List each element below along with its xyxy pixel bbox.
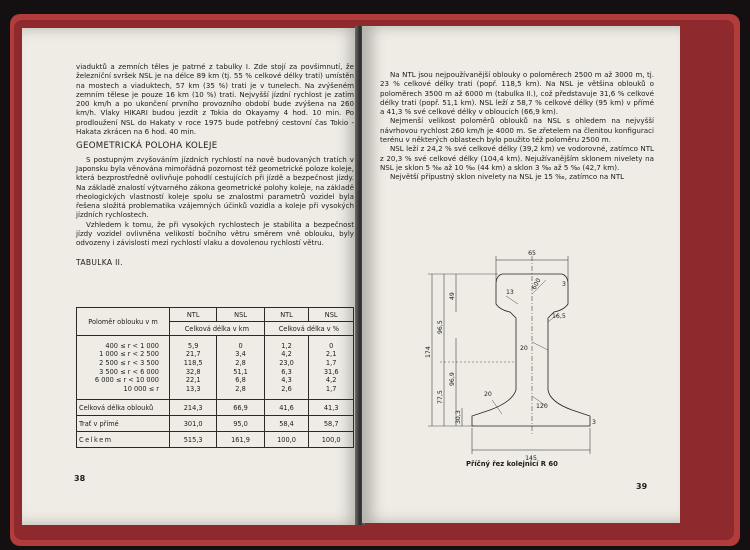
straight-label: Trať v přímé [77, 416, 170, 432]
range-2: 1 000 ≤ r < 2 500 [99, 350, 159, 359]
dim-bottom: 145 [525, 455, 537, 462]
web-width: 20 [520, 345, 528, 352]
left-page [22, 28, 360, 525]
rail-cross-section-figure [422, 238, 672, 478]
curve-radius-table [76, 307, 354, 448]
col-nsl-pct-header: NSL [309, 308, 354, 322]
radius-foot: 120 [536, 403, 548, 410]
table-caption: TABULKA II. [76, 257, 123, 267]
dim-lower: 77,5 [437, 390, 444, 404]
right-text-block [380, 70, 654, 182]
total-label: Celkem [77, 432, 170, 448]
right-page [362, 26, 680, 523]
right-page-number: 39 [636, 482, 648, 491]
table-row: Trať v přímé 301,0 95,0 58,4 58,7 [77, 416, 354, 432]
radius-ranges-cell [77, 336, 170, 400]
left-page-number: 38 [74, 474, 86, 483]
range-5: 6 000 ≤ r < 10 000 [94, 376, 159, 385]
radius-web: 16,5 [552, 313, 566, 320]
figure-caption: Příčný řez kolejnicí R 60 [466, 460, 558, 468]
col-nsl-km-header: NSL [217, 308, 264, 322]
radius-13: 13 [506, 289, 514, 296]
section-heading: GEOMETRICKÁ POLOHA KOLEJE [76, 141, 218, 152]
curves-label: Celková délka oblouků [77, 400, 170, 416]
range-6: 10 000 ≤ r [123, 384, 159, 393]
nsl-pct-cell: 0 2,1 1,7 31,6 4,2 1,7 [309, 336, 354, 400]
range-3: 2 500 ≤ r < 3 500 [99, 358, 159, 367]
dim-base: 30,3 [455, 410, 462, 424]
col-ntl-km-header: NTL [170, 308, 217, 322]
radius-head: 600 [530, 277, 543, 291]
col-radius-header: Poloměr oblouku v m [77, 308, 170, 336]
col-ntl-pct-header: NTL [264, 308, 309, 322]
dim-top: 65 [528, 250, 536, 257]
foot-end: 3 [592, 419, 596, 426]
rail-profile [472, 274, 590, 426]
right-paragraph-4: Největší přípustný sklon nivelety na NSL je 15 ‰, zatímco na NTL [390, 172, 625, 182]
length-km-header: Celková délka v km [170, 322, 265, 336]
ntl-km-cell: 5,9 21,7 118,5 32,8 22,1 13,3 [170, 336, 217, 400]
dim-head: 49 [449, 292, 456, 300]
dim-upper: 96,5 [437, 320, 444, 334]
right-paragraph-3: NSL leží z 24,2 % své celkové délky (39,2 km) ve vodorovné, zatímco NTL z 20,3 % své celkové délky (104,4 km). Nejužívanějším sklonem nivelety na NSL je sklon 5 ‰ až 10 ‰ (44 km) a sklon 3 ‰ až 5 ‰ (42,7 km). [380, 144, 654, 172]
range-4: 3 500 ≤ r < 6 000 [99, 367, 159, 376]
radius-head-side: 3 [562, 281, 566, 288]
left-paragraph-3: Vzhledem k tomu, že při vysokých rychlostech je stabilita a bezpečnost jízdy vozidel ovlivněna velikostí bočního větru směrem vně oblouku, byly odvozeny i závislosti mezi rychlostí vlaku a dovolenou rychlostí větru. [76, 219, 354, 248]
right-paragraph-1: Na NTL jsou nejpoužívanější oblouky o poloměrech 2500 m až 3000 m, tj. 23 % celkové délky trati (popř. 118,5 km). Na NSL je většina oblouků o poloměrech 3500 m až 6000 m (tabulka II.), což představuje 31,6 % celkové délky trati (popř. 51,1 km). NSL leží z 58,7 % celkové délky (95 km) v přímé a 41,3 % své celkové délky v obloucích (66,9 km). [380, 70, 654, 117]
left-paragraph-1: viaduktů a zemních těles je patrné z tabulky I. Zde stojí za povšimnutí, že železniční svršek NSL je na délce 89 km (tj. 55 % celkové délky trati) umístěn na mostech a viaduktech, 57 km (35 %) trati je v tunelech. Na zvýšeném zemním tělese je pouze 16 km (10 %) trati. Nejvyšší jízdní rychlost je zatím 200 km/h a po ukončení prvního provozního období bude zvýšena na 260 km/h. Vlaky HIKARI budou jezdit z Tokia do Okayamy 4 hod. 10 min. Po prodloužení NSL do Hakaty v roce 1975 bude potřebný cestovní čas Tokio - Hakata zkrácen na 6 hod. 40 min. [76, 62, 354, 137]
right-paragraph-2: Nejmenší velikost poloměrů oblouků na NSL s ohledem na nejvyšší návrhovou rychlost 260 km/h je 4000 m. Se zřetelem na členitou konfiguraci terénu v některých oblastech bylo použito též poloměru 2500 m. [380, 116, 654, 145]
nsl-km-cell: 0 3,4 2,8 51,1 6,8 2,8 [217, 336, 264, 400]
dim-total: 174 [425, 346, 432, 358]
radius-foot-2: 20 [484, 391, 492, 398]
table-row: Celková délka oblouků 214,3 66,9 41,6 41,3 [77, 400, 354, 416]
length-pct-header: Celková délka v % [264, 322, 353, 336]
ntl-pct-cell: 1,2 4,2 23,0 6,3 4,3 2,6 [264, 336, 309, 400]
dim-mid: 96,9 [449, 372, 456, 386]
left-text-block [76, 62, 354, 267]
table-row: Celkem 515,3 161,9 100,0 100,0 [77, 432, 354, 448]
range-1: 400 ≤ r < 1 000 [105, 341, 159, 350]
left-paragraph-2: S postupným zvyšováním jízdních rychlostí na nově budovaných tratích v Japonsku byla věnována mimořádná pozornost též geometrické poloze koleje, která bezprostředně ovlivňuje pohodlí cestujících při jízdě a bezpečnost jízdy. Na základě znalostí výtvarného zákona geometrické polohy koleje, na základě rheologických vlastností koleje spolu se znalostmi parametrů vozidel byla řešena složitá problematika vzájemných účinků vozidla a koleje při vysokých jízdních rychlostech. [76, 154, 354, 220]
table-row [77, 336, 354, 400]
